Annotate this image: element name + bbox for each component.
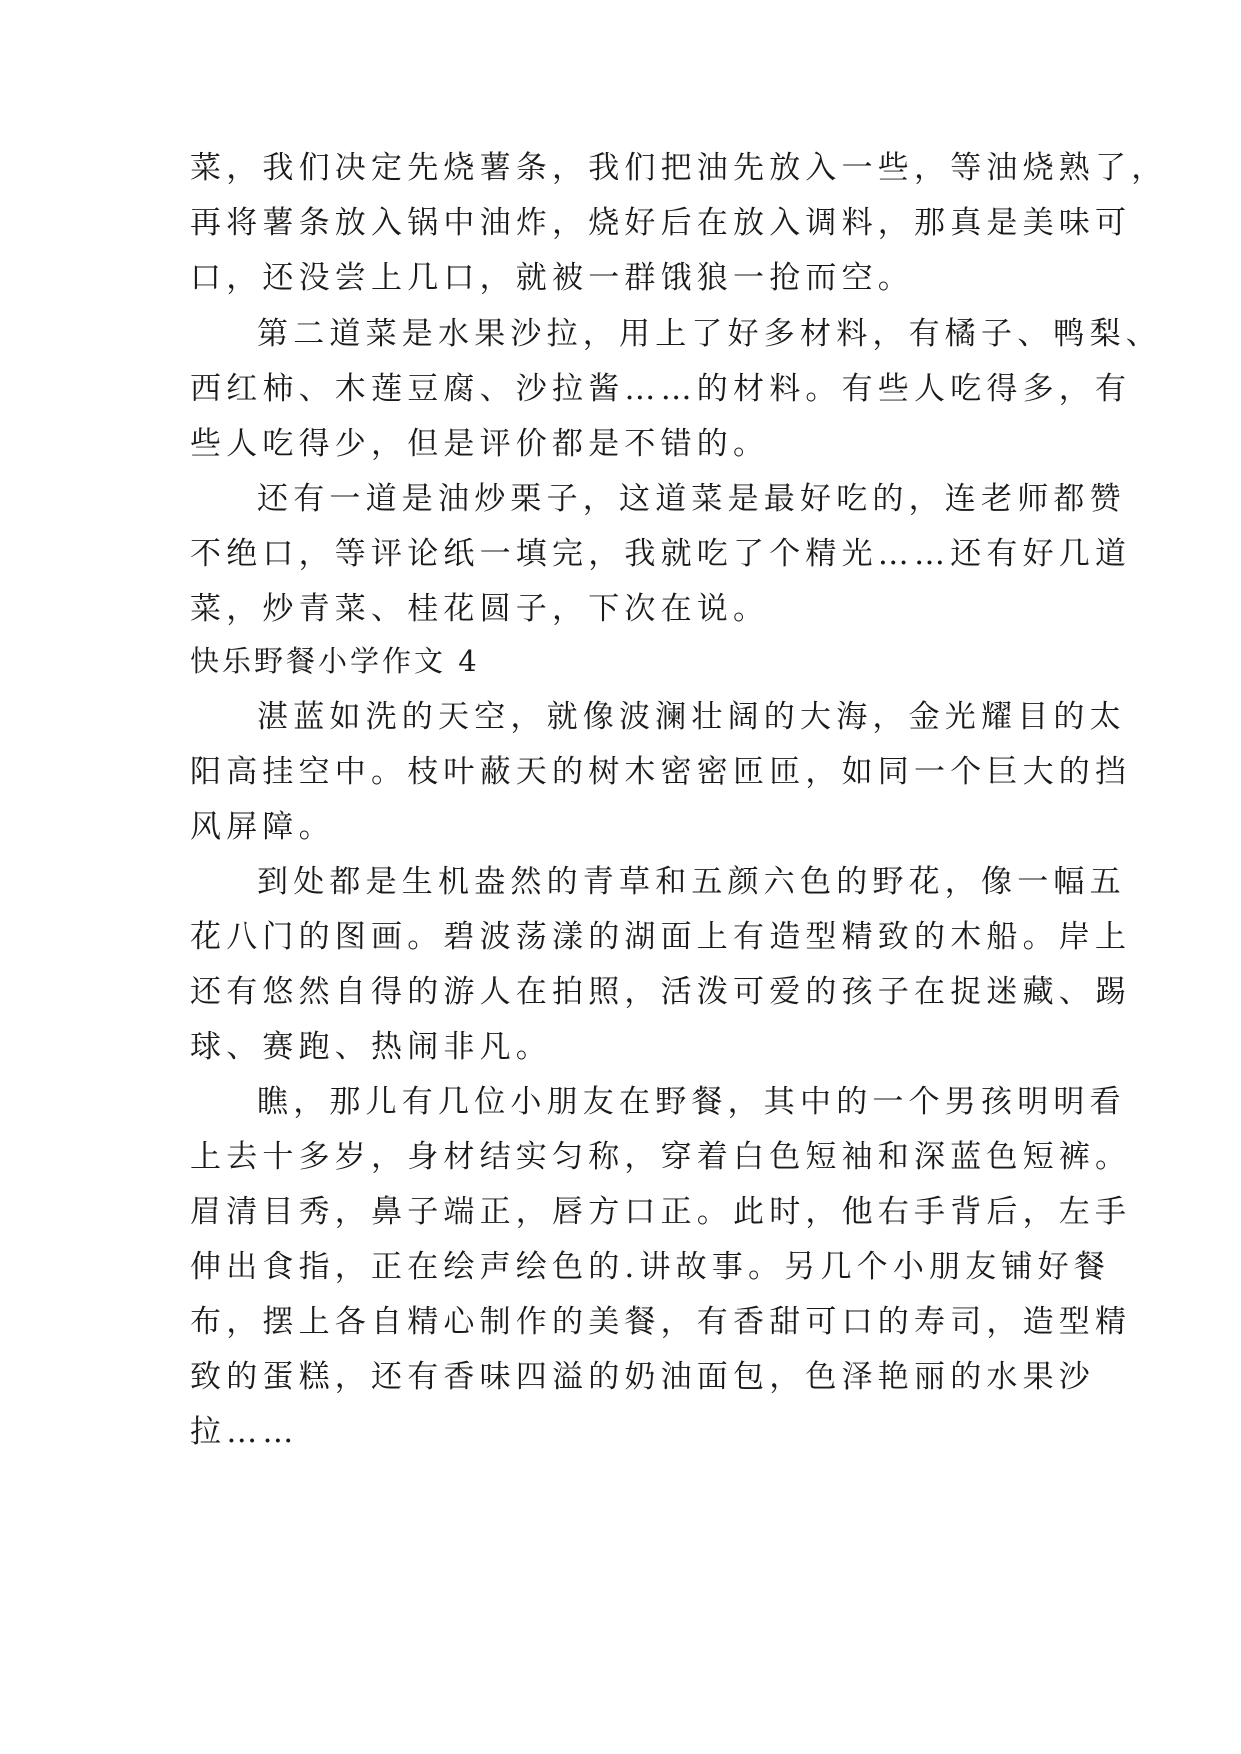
paragraph-line: 花八门的图画。碧波荡漾的湖面上有造型精致的木船。岸上	[190, 919, 1132, 955]
paragraph-line: 伸出食指，正在绘声绘色的.讲故事。另几个小朋友铺好餐	[190, 1249, 1111, 1285]
paragraph-line: 第二道菜是水果沙拉，用上了好多材料，有橘子、鸭梨、	[257, 316, 1162, 352]
paragraph-line: 西红柿、木莲豆腐、沙拉酱……的材料。有些人吃得多，有	[190, 371, 1132, 407]
paragraph-line: 风屏障。	[190, 809, 335, 845]
paragraph-line: 不绝口，等评论纸一填完，我就吃了个精光……还有好几道	[190, 536, 1132, 572]
paragraph-line: 还有悠然自得的游人在拍照，活泼可爱的孩子在捉迷藏、踢	[190, 974, 1132, 1010]
section-heading: 快乐野餐小学作文 4	[190, 644, 480, 678]
paragraph-line: 致的蛋糕，还有香味四溢的奶油面包，色泽艳丽的水果沙	[190, 1359, 1095, 1395]
paragraph-line: 菜，炒青菜、桂花圆子，下次在说。	[190, 591, 770, 627]
paragraph-line: 眉清目秀，鼻子端正，唇方口正。此时，他右手背后，左手	[190, 1194, 1132, 1230]
paragraph-line: 上去十多岁，身材结实匀称，穿着白色短袖和深蓝色短裤。	[190, 1139, 1132, 1175]
paragraph-line: 再将薯条放入锅中油炸，烧好后在放入调料，那真是美味可	[190, 205, 1132, 241]
paragraph-line: 些人吃得少，但是评价都是不错的。	[190, 426, 770, 462]
paragraph-line: 到处都是生机盎然的青草和五颜六色的野花，像一幅五	[257, 864, 1126, 900]
paragraph-line: 阳高挂空中。枝叶蔽天的树木密密匝匝，如同一个巨大的挡	[190, 754, 1132, 790]
paragraph-line: 口，还没尝上几口，就被一群饿狼一抢而空。	[190, 260, 914, 296]
paragraph-line: 布，摆上各自精心制作的美餐，有香甜可口的寿司，造型精	[190, 1304, 1132, 1340]
paragraph-line: 菜，我们决定先烧薯条，我们把油先放入一些，等油烧熟了，	[190, 150, 1168, 186]
paragraph-line: 瞧，那儿有几位小朋友在野餐，其中的一个男孩明明看	[257, 1084, 1126, 1120]
paragraph-line: 湛蓝如洗的天空，就像波澜壮阔的大海，金光耀目的太	[257, 699, 1126, 735]
paragraph-line: 还有一道是油炒栗子，这道菜是最好吃的，连老师都赞	[257, 481, 1126, 517]
paragraph-line: 球、赛跑、热闹非凡。	[190, 1029, 552, 1065]
paragraph-line: 拉……	[190, 1414, 299, 1450]
